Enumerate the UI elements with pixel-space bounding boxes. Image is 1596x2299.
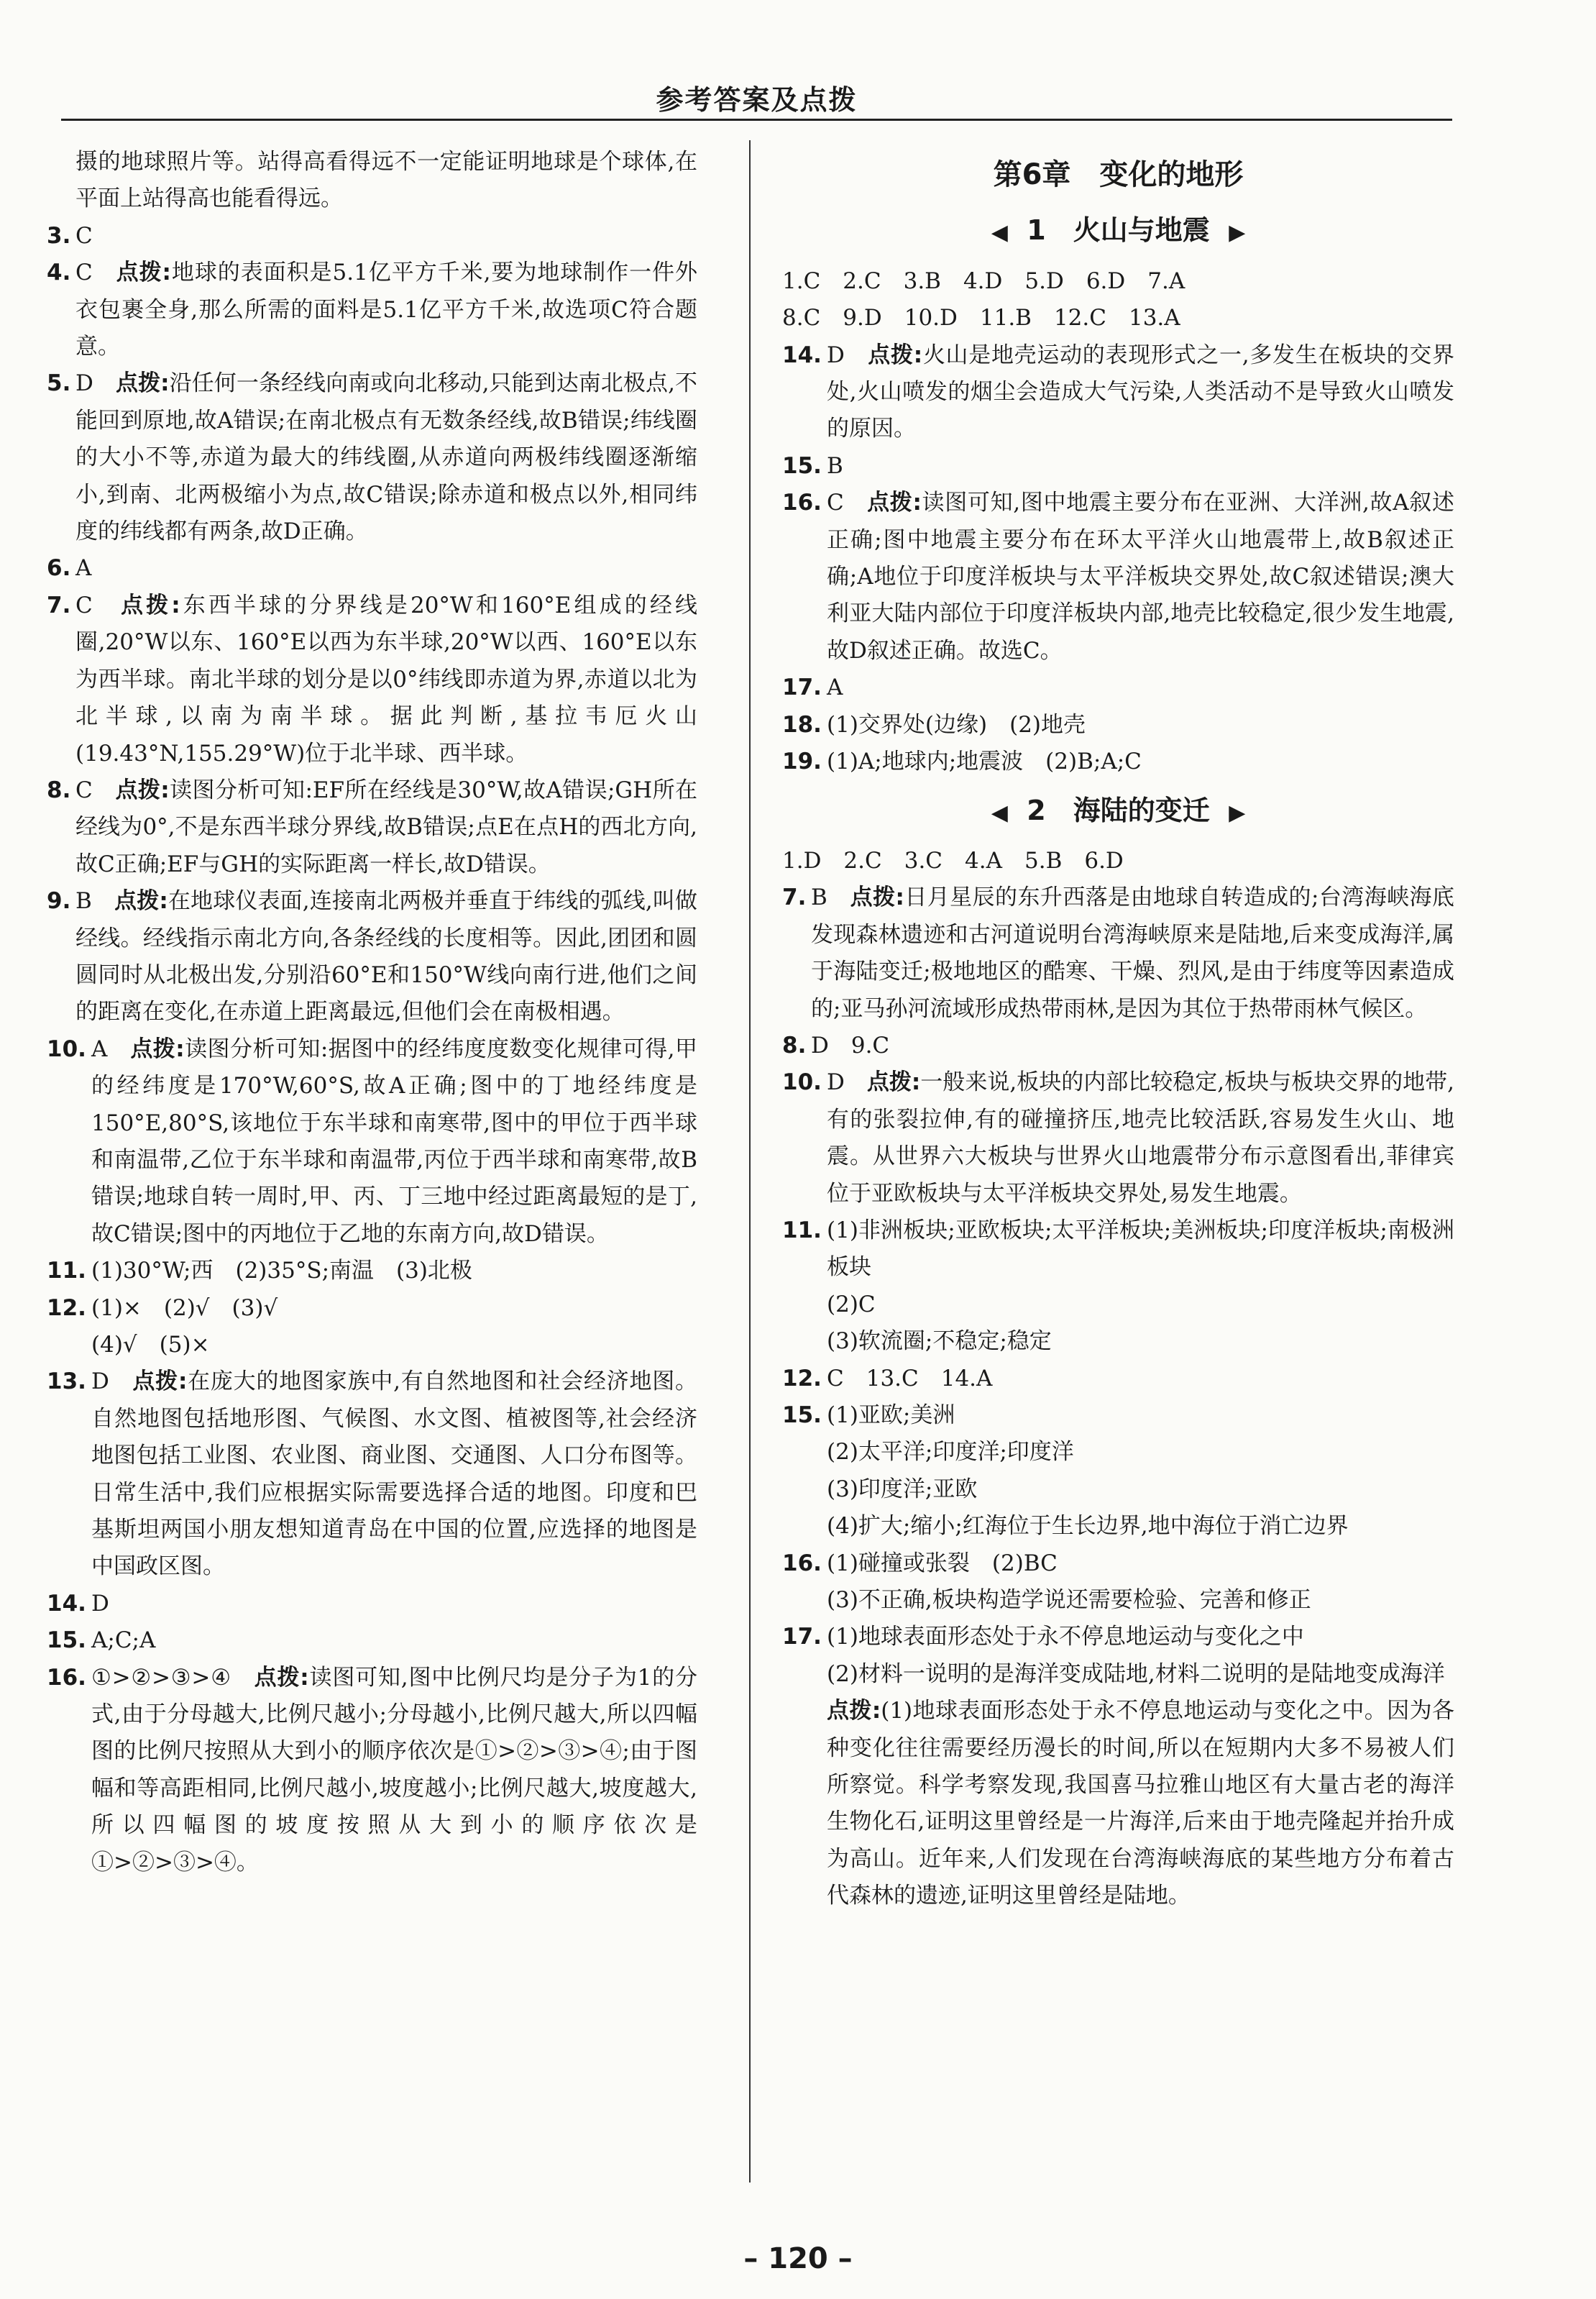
answer-row: 1.C 2.C 3.B 4.D 5.D 6.D 7.A xyxy=(782,268,1185,294)
answer-main: C 13.C 14.A xyxy=(827,1365,993,1391)
answer-text xyxy=(91,1363,697,1585)
question-number: 17. xyxy=(782,1624,822,1650)
answer-main: A xyxy=(75,555,92,582)
answer-main: (1)地球表面形态处于永不停息地运动与变化之中 xyxy=(827,1624,1304,1650)
answer-main: D 点拨:一般来说,板块的内部比较稳定,板块与板块交界的地带,有的张裂拉伸,有的碰撞挤压,地壳比较活跃,容易发生火山、地震。从世界六大板块与世界火山地震带分布示意图看出,菲律宾位于亚欧板块与太平洋板块交界处,易发生地震。 xyxy=(827,1069,1455,1207)
question-number: 16. xyxy=(782,1550,822,1576)
answer-list xyxy=(782,337,1454,781)
answer-main: B xyxy=(827,452,843,479)
answer-text xyxy=(91,1586,697,1622)
answer-item xyxy=(782,1361,1454,1397)
left-answer-list xyxy=(47,218,697,1881)
answer-item xyxy=(782,744,1454,780)
question-number: 16. xyxy=(782,490,822,516)
answer-subline: (3)不正确,板块构造学说还需要检验、完善和修正 xyxy=(827,1587,1311,1614)
answer-text xyxy=(75,588,697,772)
answer-text xyxy=(827,1064,1454,1212)
answer-text xyxy=(75,883,697,1031)
answer-main: B 点拨:日月星辰的东升西落是由地球自转造成的;台湾海峡海底发现森林遗迹和古河道说明台湾海峡原来是陆地,后来变成海洋,属于海陆变迁;极地地区的酷寒、干燥、烈风,是由于纬度等因素造成的;亚马孙河流域形成热带雨林,是因为其位于热带雨林气候区。 xyxy=(811,885,1454,1022)
answer-text xyxy=(827,669,1454,706)
answer-main: D 点拨:火山是地壳运动的表现形式之一,多发生在板块的交界处,火山喷发的烟尘会造成大气污染,人类活动不是导致火山喷发的原因。 xyxy=(827,342,1454,442)
question-number: 5. xyxy=(47,370,71,397)
answer-text xyxy=(827,744,1454,780)
answer-item xyxy=(47,1622,697,1659)
answer-main: (1)交界处(边缘) (2)地壳 xyxy=(827,711,1086,738)
answer-text xyxy=(75,365,697,550)
answer-text xyxy=(75,255,697,365)
column-divider xyxy=(749,140,751,2183)
answer-text xyxy=(827,485,1454,669)
answer-text xyxy=(827,1212,1454,1361)
question-number: 14. xyxy=(782,342,822,368)
chapter-title: 第6章 变化的地形 xyxy=(993,158,1244,191)
answer-text xyxy=(91,1031,697,1253)
question-number: 12. xyxy=(782,1365,822,1391)
question-number: 7. xyxy=(47,592,71,618)
answer-item xyxy=(47,1253,697,1289)
answer-item xyxy=(782,879,1454,1028)
section-title-volcano xyxy=(782,212,1454,251)
right-column xyxy=(782,144,1454,1915)
question-number: 17. xyxy=(782,675,822,701)
answer-text xyxy=(91,1660,697,1881)
answer-subline: (3)软流圈;不稳定;稳定 xyxy=(827,1328,1052,1355)
arrow-left-icon: ◀ xyxy=(991,800,1008,826)
section-title-text: 2 海陆的变迁 xyxy=(1027,794,1210,826)
answer-item xyxy=(47,1586,697,1622)
answer-main: (1)30°W;西 (2)35°S;南温 (3)北极 xyxy=(91,1258,472,1284)
answer-text xyxy=(827,1619,1454,1914)
answer-item xyxy=(47,218,697,255)
answer-item xyxy=(782,707,1454,744)
answer-item xyxy=(782,1028,1454,1064)
question-number: 10. xyxy=(782,1069,822,1096)
answer-text xyxy=(91,1253,697,1289)
question-number: 16. xyxy=(47,1664,86,1691)
answer-item xyxy=(47,588,697,772)
page-number: – 120 – xyxy=(743,2242,853,2275)
question-number: 4. xyxy=(47,260,71,286)
answer-main: C 点拨:读图可知,图中地震主要分布在亚洲、大洋洲,故A叙述正确;图中地震主要分布在环太平洋火山地震带上,故B叙述正确;A地位于印度洋板块与太平洋板块交界处,故C叙述错误;澳大利亚大陆内部位于印度洋板块内部,地壳比较稳定,很少发生地震,故D叙述正确。故选C。 xyxy=(827,490,1454,664)
answer-text xyxy=(827,707,1454,744)
answer-item xyxy=(47,255,697,365)
page-header: 参考答案及点拨 xyxy=(656,84,858,116)
question-number: 15. xyxy=(782,452,822,479)
answer-rows xyxy=(782,843,1454,879)
question-number: 9. xyxy=(47,888,71,915)
question-number: 8. xyxy=(47,777,71,803)
answer-item xyxy=(782,1545,1454,1619)
answer-item xyxy=(782,1619,1454,1914)
answer-main: (1)A;地球内;地震波 (2)B;A;C xyxy=(827,749,1142,775)
answer-item xyxy=(47,1660,697,1881)
question-number: 19. xyxy=(782,749,822,775)
answer-main: D 点拨:在庞大的地图家族中,有自然地图和社会经济地图。自然地图包括地形图、气候图、水文图、植被图等,社会经济地图包括工业图、农业图、商业图、交通图、人口分布图等。日常生活中,我们应根据实际需要选择合适的地图。印度和巴基斯坦两国小朋友想知道青岛在中国的位置,应选择的地图是中国政区图。 xyxy=(91,1368,697,1580)
answer-item xyxy=(47,772,697,883)
arrow-left-icon: ◀ xyxy=(991,220,1008,246)
arrow-right-icon: ▶ xyxy=(1229,800,1246,826)
answer-text xyxy=(91,1290,697,1364)
answer-text xyxy=(827,1397,1454,1545)
answer-text xyxy=(91,1622,697,1659)
answer-main: C 点拨:东西半球的分界线是20°W和160°E组成的经线圈,20°W以东、160°E以西为东半球,20°W以西、160°E以东为西半球。南北半球的划分是以0°纬线即赤道为界,赤道以北为北半球,以南为南半球。据此判断,基拉韦厄火山(19.43°N,155.29°W)位于北半球、西半球。 xyxy=(75,592,697,767)
question-number: 8. xyxy=(782,1032,807,1059)
answer-subline: (2)太平洋;印度洋;印度洋 xyxy=(827,1439,1074,1466)
answer-main: (1)碰撞或张裂 (2)BC xyxy=(827,1550,1058,1576)
answer-item xyxy=(47,550,697,587)
answer-item xyxy=(782,337,1454,448)
answer-subline: (4)扩大;缩小;红海位于生长边界,地中海位于消亡边界 xyxy=(827,1513,1349,1540)
header-rule xyxy=(61,119,1452,121)
answer-main: D xyxy=(91,1590,109,1617)
answer-main: (1)非洲板块;亚欧板块;太平洋板块;美洲板块;印度洋板块;南极洲板块 xyxy=(827,1217,1454,1281)
answer-text xyxy=(75,218,697,255)
answer-subline: (2)材料一说明的是海洋变成陆地,材料二说明的是陆地变成海洋 xyxy=(827,1660,1445,1687)
left-column xyxy=(47,144,697,1881)
answer-subline: 点拨:(1)地球表面形态处于永不停息地运动与变化之中。因为各种变化往往需要经历漫长的时间,所以在短期内大多不易被人们所察觉。科学考察发现,我国喜马拉雅山地区有大量古老的海洋生物化石,证明这里曾经是一片海洋,后来由于地壳隆起并抬升成为高山。近年来,人们发现在台湾海峡海底的某些地方分布着古代森林的遗迹,证明这里曾经是陆地。 xyxy=(827,1698,1454,1909)
answer-text xyxy=(75,550,697,587)
arrow-right-icon: ▶ xyxy=(1229,220,1246,246)
answer-item xyxy=(47,365,697,550)
answer-item xyxy=(782,1397,1454,1545)
answer-item xyxy=(782,1212,1454,1361)
answer-subline: (4)√ (5)× xyxy=(91,1332,210,1358)
answer-main: C 点拨:地球的表面积是5.1亿平方千米,要为地球制作一件外衣包裹全身,那么所需的面料是5.1亿平方千米,故选项C符合题意。 xyxy=(75,260,697,360)
question-number: 6. xyxy=(47,555,71,582)
answer-item xyxy=(47,1363,697,1585)
answer-item xyxy=(47,883,697,1031)
answer-text xyxy=(811,879,1454,1028)
answer-main: C xyxy=(75,222,93,249)
answer-item xyxy=(782,485,1454,669)
answer-item xyxy=(782,1064,1454,1212)
question-number: 11. xyxy=(47,1258,86,1284)
answer-main: ①>②>③>④ 点拨:读图可知,图中比例尺均是分子为1的分式,由于分母越大,比例尺越小;分母越小,比例尺越大,所以四幅图的比例尺按照从大到小的顺序依次是①>②>③>④;由于图幅和等高距相同,比例尺越小,坡度越小;比例尺越大,坡度越大,所以四幅图的坡度按照从大到小的顺序依次是①>②>③>④。 xyxy=(91,1664,697,1875)
answer-item xyxy=(782,448,1454,485)
section-title-sea-land xyxy=(782,792,1454,831)
answer-main: A 点拨:读图分析可知:据图中的经纬度度数变化规律可得,甲的经纬度是170°W,60°S,故A正确;图中的丁地经纬度是150°E,80°S,该地位于东半球和南寒带,图中的甲位于西半球和南温带,乙位于东半球和南温带,丙位于西半球和南寒带,故B错误;地球自转一周时,甲、丙、丁三地中经过距离最短的是丁,故C错误;图中的丙地位于乙地的东南方向,故D错误。 xyxy=(91,1036,697,1247)
answer-text xyxy=(827,448,1454,485)
question-number: 15. xyxy=(782,1402,822,1428)
answer-subline: (3)印度洋;亚欧 xyxy=(827,1476,978,1502)
answer-main: (1)亚欧;美洲 xyxy=(827,1402,955,1428)
intro-text: 摄的地球照片等。站得高看得远不一定能证明地球是个球体,在平面上站得高也能看得远。 xyxy=(75,149,697,212)
answer-item xyxy=(782,669,1454,706)
answer-main: A;C;A xyxy=(91,1627,156,1654)
question-number: 15. xyxy=(47,1627,86,1654)
answer-text xyxy=(811,1028,1454,1064)
answer-main: D 点拨:沿任何一条经线向南或向北移动,只能到达南北极点,不能回到原地,故A错误;在南北极点有无数条经线,故B错误;纬线圈的大小不等,赤道为最大的纬线圈,从赤道向两极纬线圈逐渐缩小,到南、北两极缩小为点,故C错误;除赤道和极点以外,相同纬度的纬线都有两条,故D正确。 xyxy=(75,370,697,545)
answer-text xyxy=(827,1545,1454,1619)
answer-main: A xyxy=(827,675,843,701)
answer-item xyxy=(47,1031,697,1253)
answer-row: 8.C 9.D 10.D 11.B 12.C 13.A xyxy=(782,305,1180,332)
question-number: 10. xyxy=(47,1036,86,1062)
answer-rows xyxy=(782,263,1454,337)
answer-subline: (2)C xyxy=(827,1291,876,1317)
answer-item xyxy=(47,1290,697,1364)
answer-row: 1.D 2.C 3.C 4.A 5.B 6.D xyxy=(782,847,1124,874)
answer-main: B 点拨:在地球仪表面,连接南北两极并垂直于纬线的弧线,叫做经线。经线指示南北方向,各条经线的长度相等。因此,团团和圆圆同时从北极出发,分别沿60°E和150°W线向南行进,他们之间的距离在变化,在赤道上距离最远,但他们会在南极相遇。 xyxy=(75,888,698,1025)
question-number: 14. xyxy=(47,1590,86,1617)
answer-main: (1)× (2)√ (3)√ xyxy=(91,1294,278,1321)
section-title-text: 1 火山与地震 xyxy=(1027,214,1210,247)
question-number: 11. xyxy=(782,1217,822,1243)
answer-main: C 点拨:读图分析可知:EF所在经线是30°W,故A错误;GH所在经线为0°,不是东西半球分界线,故B错误;点E在点H的西北方向,故C正确;EF与GH的实际距离一样长,故D错误。 xyxy=(75,777,697,877)
answer-list xyxy=(782,879,1454,1914)
question-number: 12. xyxy=(47,1294,86,1321)
answer-text xyxy=(75,772,697,883)
question-number: 7. xyxy=(782,885,807,911)
question-number: 3. xyxy=(47,222,71,249)
answer-main: D 9.C xyxy=(811,1032,890,1059)
answer-text xyxy=(827,337,1454,448)
answer-text xyxy=(827,1361,1454,1397)
question-number: 18. xyxy=(782,711,822,738)
question-number: 13. xyxy=(47,1368,86,1395)
